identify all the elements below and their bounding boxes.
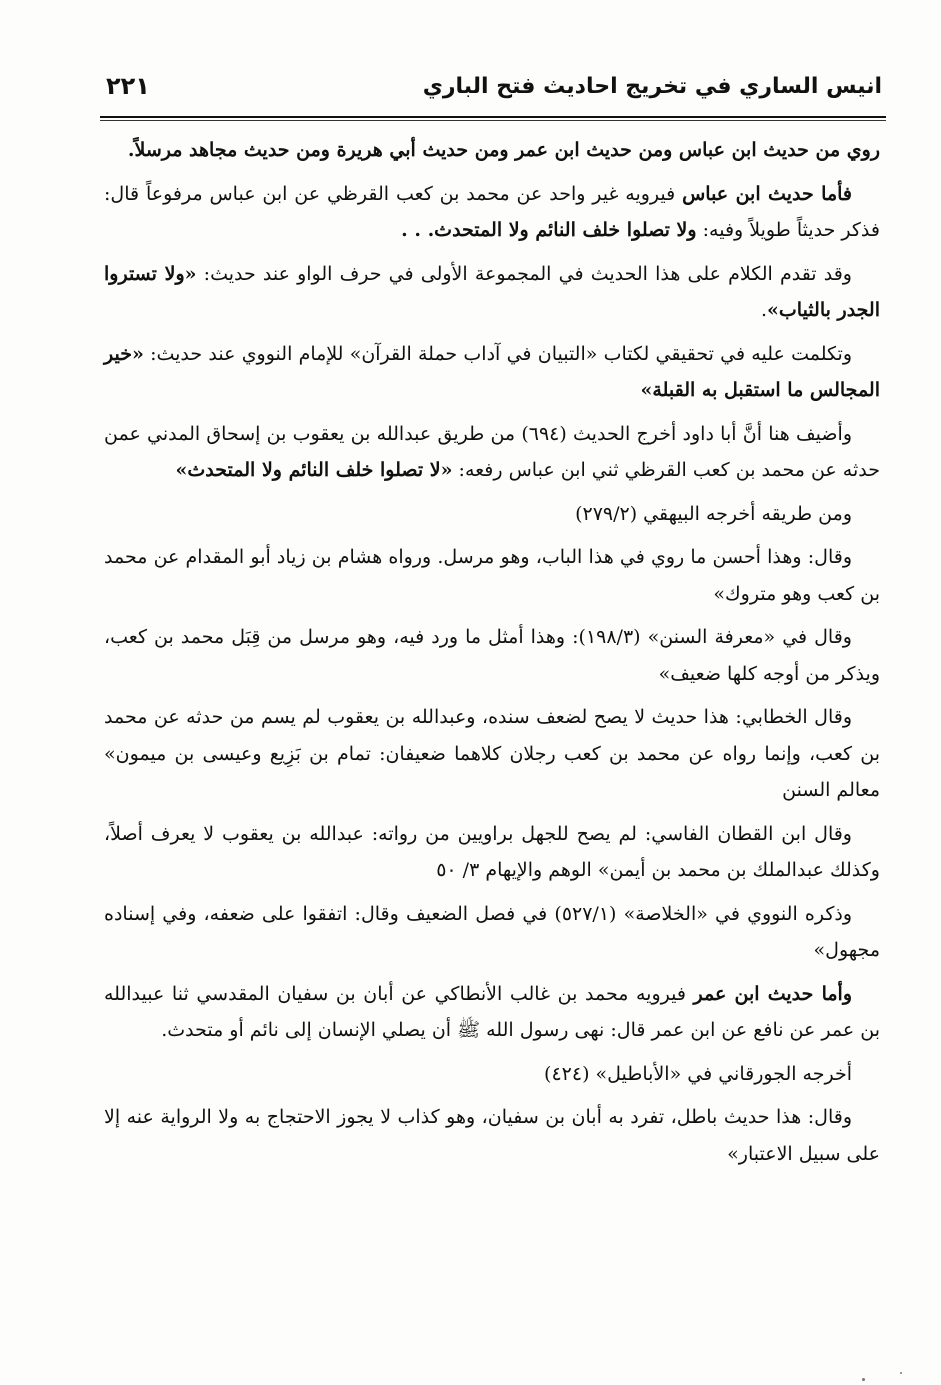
text-run: . bbox=[760, 299, 768, 321]
bold-text-run: «لا تصلوا خلف النائم ولا المتحدث» bbox=[175, 459, 453, 481]
text-run: وذكره النووي في «الخلاصة» (٥٢٧/١) في فصل الضعيف وقال: اتفقوا على ضعفه، وفي إسناده مجهول» bbox=[104, 902, 880, 961]
paragraph bbox=[104, 539, 880, 612]
header-divider-thin bbox=[100, 120, 886, 121]
bold-text-run: وأما حديث ابن عمر bbox=[693, 982, 852, 1005]
bold-text-run: «ولا تستروا الجدر بالثياب» bbox=[104, 262, 880, 321]
text-run: فيرويه محمد بن غالب الأنطاكي عن أبان بن سفيان المقدسي ثنا عبيدالله بن عمر عن نافع عن ابن عمر قال: نهى رسول الله ﷺ أن يصلي الإنسان إلى نائم أو متحدث. bbox=[104, 982, 880, 1041]
paragraph bbox=[104, 619, 880, 692]
page-body bbox=[104, 132, 880, 1179]
paragraph bbox=[104, 416, 880, 489]
running-header bbox=[100, 68, 890, 112]
text-run: وقد تقدم الكلام على هذا الحديث في المجموعة الأولى في حرف الواو عند حديث: bbox=[196, 262, 852, 285]
paragraph bbox=[104, 132, 880, 169]
text-run: وقال الخطابي: هذا حديث لا يصح لضعف سنده، وعبدالله بن يعقوب لم يسم من حدثه عن محمد بن كعب، وإنما رواه عن محمد بن كعب رجلان كلاهما ضعيفان: تمام بن بَزِيع وعيسى بن ميمون» معالم السنن bbox=[104, 706, 880, 801]
paragraph bbox=[104, 1056, 880, 1093]
text-run: وقال في «معرفة السنن» (١٩٨/٣): وهذا أمثل ما ورد فيه، وهو مرسل من قِبَل محمد بن كعب، ويذكر من أوجه كلها ضعيف» bbox=[104, 626, 880, 685]
paragraph bbox=[104, 496, 880, 533]
bold-text-run: فأما حديث ابن عباس bbox=[682, 182, 852, 205]
bold-text-run: «خير المجالس ما استقبل به القبلة» bbox=[104, 342, 880, 401]
paragraph bbox=[104, 336, 880, 409]
paragraph bbox=[104, 256, 880, 329]
text-run: وقال ابن القطان الفاسي: لم يصح للجهل براويين من رواته: عبدالله بن يعقوب لا يعرف أصلاً، وكذلك عبدالملك بن محمد بن أيمن» الوهم والإيهام ٣/ ٥٠ bbox=[104, 822, 880, 881]
bold-text-run: ولا تصلوا خلف النائم ولا المتحدث. . . bbox=[401, 219, 697, 241]
text-run: وقال: وهذا أحسن ما روي في هذا الباب، وهو مرسل. ورواه هشام بن زياد أبو المقدام عن محمد بن كعب وهو متروك» bbox=[104, 546, 880, 605]
text-run: وتكلمت عليه في تحقيقي لكتاب «التبيان في آداب حملة القرآن» للإمام النووي عند حديث: bbox=[143, 342, 852, 365]
header-divider bbox=[100, 116, 886, 118]
paragraph bbox=[104, 896, 880, 969]
text-run: أخرجه الجورقاني في «الأباطيل» (٤٢٤) bbox=[544, 1062, 852, 1085]
paragraph bbox=[104, 1099, 880, 1172]
paragraph bbox=[104, 816, 880, 889]
paragraph bbox=[104, 699, 880, 809]
book-title: انيس الساري في تخريج احاديث فتح الباري bbox=[422, 74, 882, 99]
scan-speck bbox=[900, 1372, 902, 1374]
text-run: وأضيف هنا أنَّ أبا داود أخرج الحديث (٦٩٤) من طريق عبدالله بن يعقوب بن إسحاق المدني عمن حدثه عن محمد بن كعب القرظي ثني ابن عباس رفعه: bbox=[104, 422, 880, 481]
page-number: ٢٢١ bbox=[106, 72, 150, 100]
paragraph bbox=[104, 976, 880, 1049]
text-run: ومن طريقه أخرجه البيهقي (٢٧٩/٢) bbox=[575, 502, 852, 525]
text-run: فيرويه غير واحد عن محمد بن كعب القرظي عن ابن عباس مرفوعاً قال: فذكر حديثاً طويلاً وفيه: bbox=[104, 182, 880, 241]
text-run: وقال: هذا حديث باطل، تفرد به أبان بن سفيان، وهو كذاب لا يجوز الاحتجاج به ولا الرواية عنه إلا على سبيل الاعتبار» bbox=[104, 1106, 880, 1165]
scan-speck bbox=[862, 1378, 865, 1381]
paragraph bbox=[104, 176, 880, 249]
bold-text-run: روي من حديث ابن عباس ومن حديث ابن عمر ومن حديث أبي هريرة ومن حديث مجاهد مرسلاً. bbox=[127, 139, 880, 161]
